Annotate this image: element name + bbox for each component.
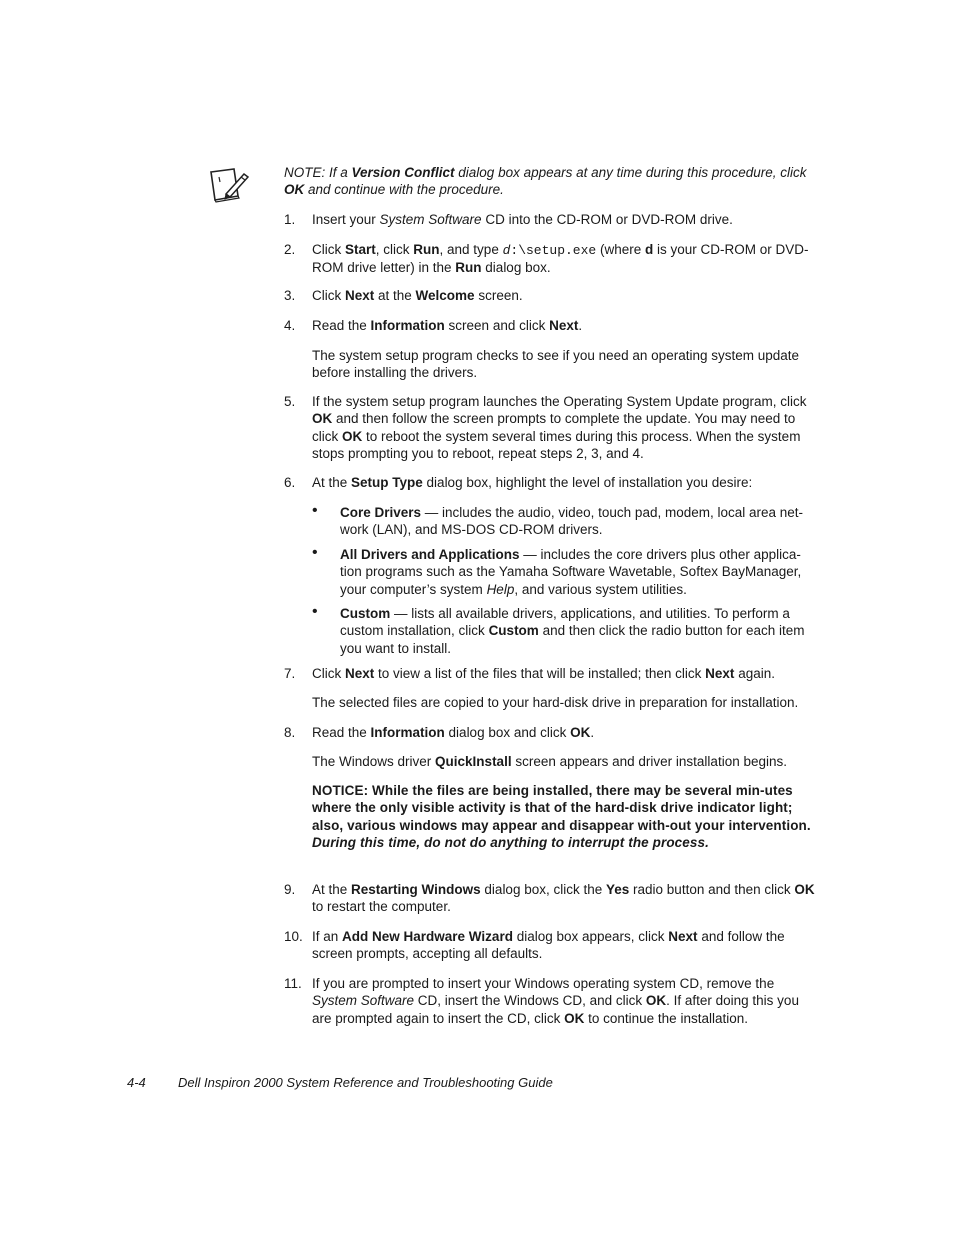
notice-warning: NOTICE: While the files are being installed, there may be several min-utes where the only visible activity is that of the hard-disk drive indicator light; also, various windows may appear and disappear with-out your intervention. During this time, do not do anything to interrupt the process. (312, 783, 811, 850)
step-number: 5. (284, 394, 296, 409)
step-number: 7. (284, 666, 296, 681)
step-text: Read the Information screen and click Next. (312, 318, 583, 333)
bullet-dot: • (312, 603, 318, 620)
step-number: 8. (284, 725, 296, 740)
note-pencil-icon (208, 166, 250, 204)
step-text: Insert your System Software CD into the CD-ROM or DVD-ROM drive. (312, 212, 733, 227)
step-4-paragraph: The system setup program checks to see if you need an operating system update before installing the drivers. (312, 348, 800, 381)
step-number: 4. (284, 318, 296, 333)
step-number: 9. (284, 882, 296, 897)
bullet-text: All Drivers and Applications — includes the core drivers plus other applica-tion programs such as the Yamaha Software Wavetable, Softex BayManager, your computer’s system Help, and various system utilities. (340, 547, 802, 597)
step-number: 1. (284, 212, 296, 227)
step-number: 11. (284, 976, 302, 991)
bullet-dot: • (312, 502, 318, 519)
page-number: 4-4 (127, 1075, 146, 1090)
step-text: Read the Information dialog box and click OK. (312, 725, 595, 740)
step-text: Click Next at the Welcome screen. (312, 288, 523, 303)
step-number: 10. (284, 929, 303, 944)
step-number: 2. (284, 242, 296, 257)
bullet-dot: • (312, 544, 318, 561)
bullet-text: Core Drivers — includes the audio, video, touch pad, modem, local area net-work (LAN), and MS-DOS CD-ROM drivers. (340, 505, 804, 538)
step-text: At the Setup Type dialog box, highlight the level of installation you desire: (312, 475, 753, 490)
step-7-paragraph: The selected files are copied to your hard-disk drive in preparation for installation. (312, 695, 799, 710)
step-number: 3. (284, 288, 296, 303)
bullet-text: Custom — lists all available drivers, applications, and utilities. To perform a custom installation, click Custom and then click the radio button for each item you want to install. (340, 606, 805, 656)
step-text: If an Add New Hardware Wizard dialog box appears, click Next and follow the screen prompts, accepting all defaults. (312, 929, 785, 962)
step-text: Click Start, click Run, and type d:\setup.exe (where d is your CD-ROM or DVD-ROM drive letter) in the Run dialog box. (312, 242, 809, 276)
step-text: If you are prompted to insert your Windows operating system CD, remove the System Software CD, insert the Windows CD, and click OK. If after doing this you are prompted again to insert the CD, click OK to continue the installation. (312, 976, 799, 1026)
step-text: At the Restarting Windows dialog box, click the Yes radio button and then click OK to restart the computer. (312, 882, 815, 915)
step-8-paragraph: The Windows driver QuickInstall screen appears and driver installation begins. (312, 754, 787, 769)
footer-title: Dell Inspiron 2000 System Reference and Troubleshooting Guide (178, 1075, 553, 1090)
step-text: Click Next to view a list of the files that will be installed; then click Next again. (312, 666, 775, 681)
note-text: NOTE: If a Version Conflict dialog box appears at any time during this procedure, click OK and continue with the procedure. (284, 165, 807, 198)
step-number: 6. (284, 475, 296, 490)
step-text: If the system setup program launches the Operating System Update program, click OK and then follow the screen prompts to complete the update. You may need to click OK to reboot the system several times during this process. When the system stops prompting you to reboot, repeat steps 2, 3, and 4. (312, 394, 807, 461)
